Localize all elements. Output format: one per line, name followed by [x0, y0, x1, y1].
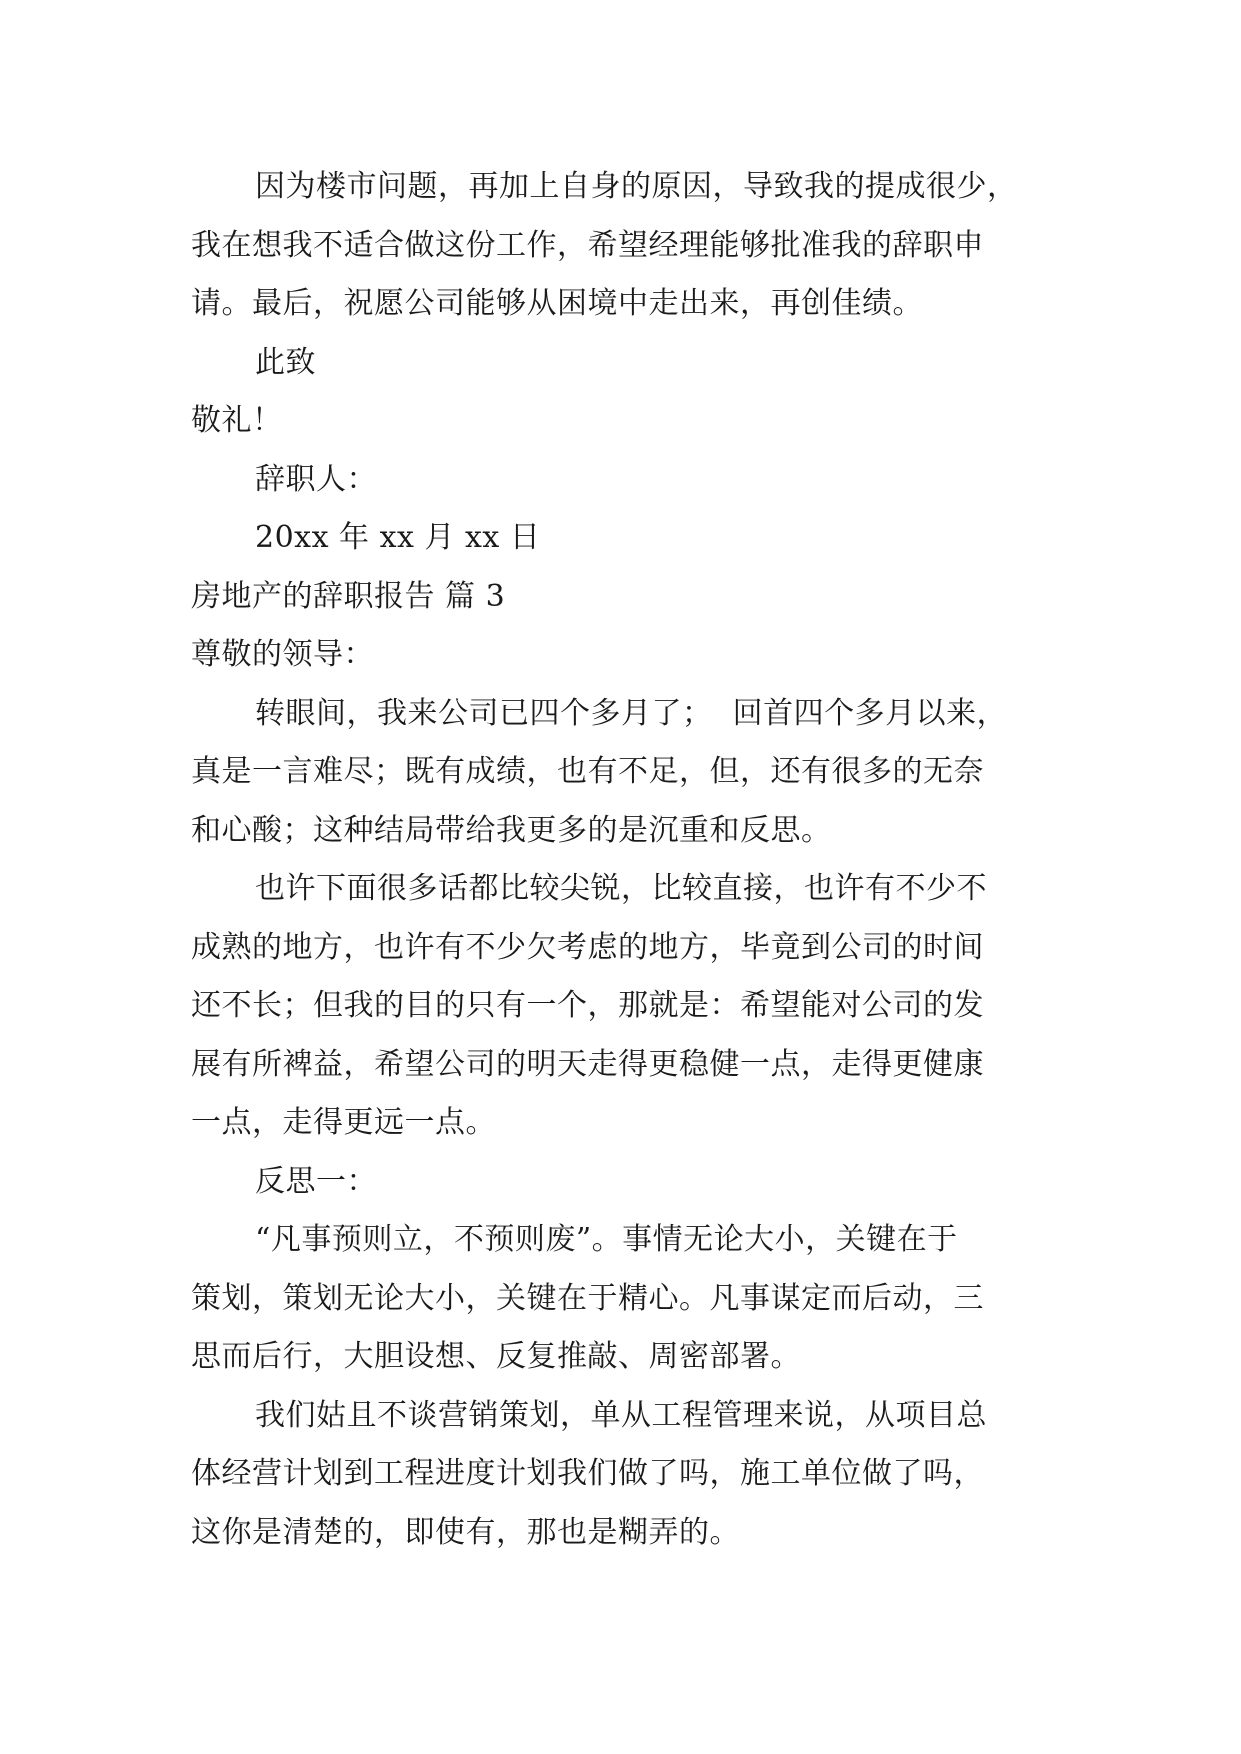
text-line: 成熟的地方，也许有不少欠考虑的地方，毕竟到公司的时间	[191, 929, 984, 965]
text-line: 因为楼市问题，再加上自身的原因，导致我的提成很少，	[255, 169, 1018, 204]
text-line: 也许下面很多话都比较尖锐，比较直接，也许有不少不	[255, 871, 987, 906]
document-body	[191, 158, 1061, 1562]
text-line: 展有所裨益，希望公司的明天走得更稳健一点，走得更健康	[191, 1046, 984, 1082]
text-line: 一点，走得更远一点。	[191, 1105, 496, 1140]
text-line: 策划，策划无论大小，关键在于精心。凡事谋定而后动，三	[191, 1280, 984, 1316]
text-line: 体经营计划到工程进度计划我们做了吗，施工单位做了吗，	[191, 1456, 984, 1491]
text-line: “凡事预则立，不预则废”。事情无论大小，关键在于	[255, 1222, 958, 1257]
text-line: 敬礼！	[191, 403, 283, 438]
text-line: 我们姑且不谈营销策划，单从工程管理来说，从项目总	[255, 1397, 987, 1433]
text-line: 转眼间，我来公司已四个多月了； 回首四个多月以来，	[255, 695, 1008, 731]
text-line: 20xx 年 xx 月 xx 日	[255, 520, 541, 555]
text-line: 真是一言难尽；既有成绩，也有不足，但，还有很多的无奈	[191, 754, 984, 789]
text-line: 房地产的辞职报告 篇 3	[191, 578, 506, 614]
text-line: 尊敬的领导：	[191, 637, 374, 672]
text-line: 反思一：	[255, 1163, 377, 1199]
text-line: 请。最后，祝愿公司能够从困境中走出来，再创佳绩。	[191, 286, 923, 321]
text-line: 还不长；但我的目的只有一个，那就是：希望能对公司的发	[191, 988, 984, 1023]
text-line: 思而后行，大胆设想、反复推敲、周密部署。	[191, 1339, 801, 1374]
text-line: 和心酸；这种结局带给我更多的是沉重和反思。	[191, 812, 832, 848]
text-line: 这你是清楚的，即使有，那也是糊弄的。	[191, 1514, 740, 1550]
text-line: 我在想我不适合做这份工作，希望经理能够批准我的辞职申	[191, 227, 984, 263]
text-line: 此致	[255, 344, 316, 380]
text-line: 辞职人：	[255, 461, 377, 497]
